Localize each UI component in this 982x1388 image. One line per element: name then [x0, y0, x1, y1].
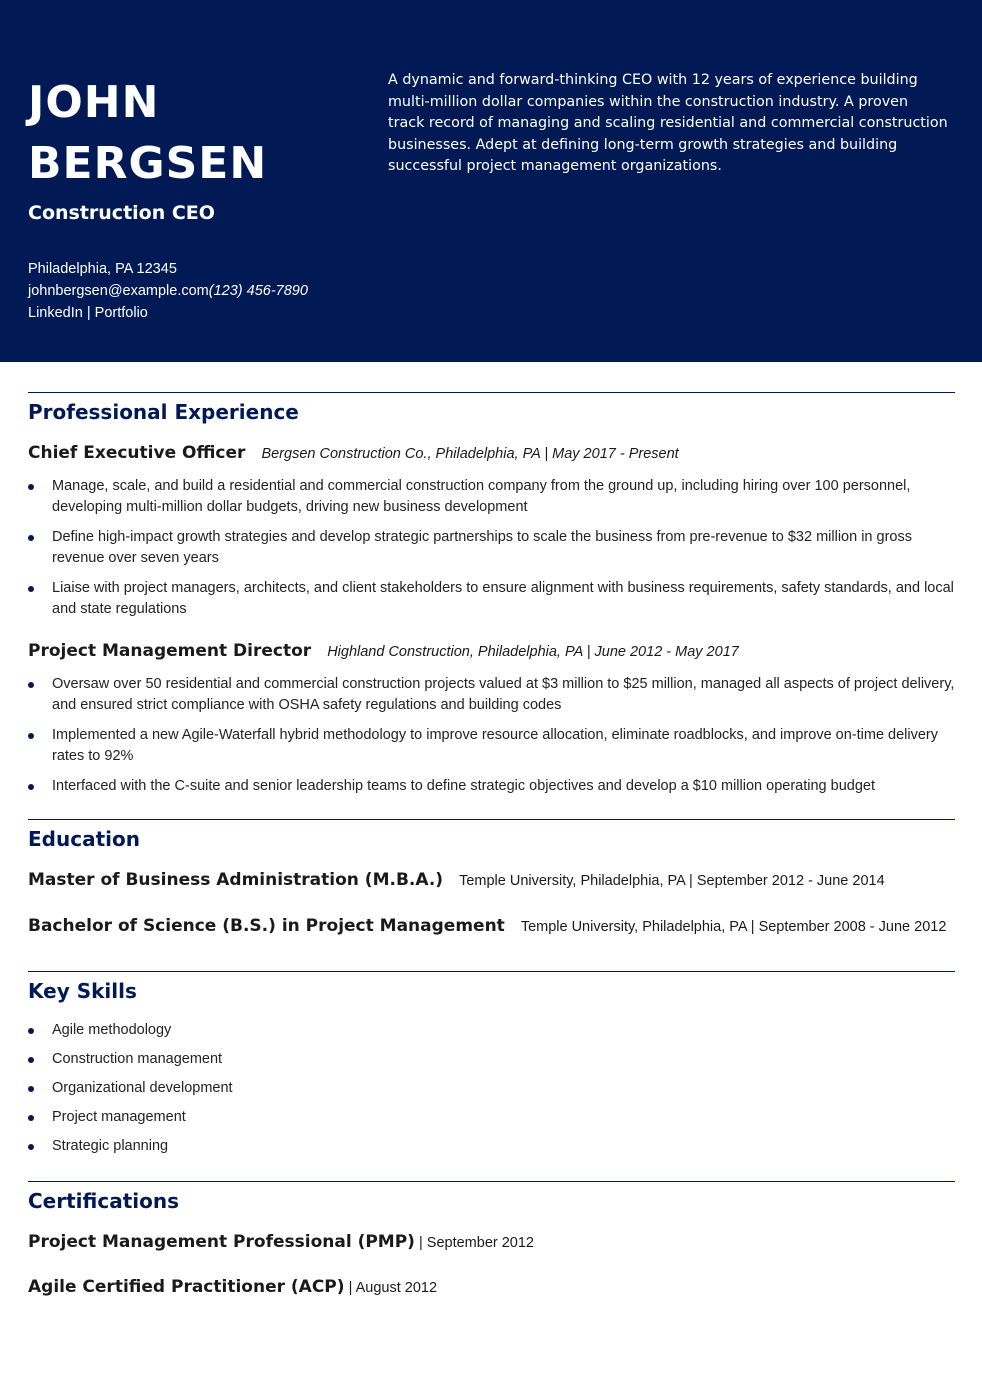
section-title-certifications: Certifications	[28, 1189, 179, 1213]
section-title-skills: Key Skills	[28, 979, 137, 1003]
degree-meta: Temple University, Philadelphia, PA | September 2012 - June 2014	[459, 873, 885, 889]
bullet-dot	[28, 1144, 34, 1150]
section-divider	[28, 392, 955, 393]
list-item	[28, 1078, 958, 1099]
bullet-dot	[28, 682, 34, 688]
portfolio-link[interactable]: Portfolio	[94, 305, 148, 321]
professional-summary: A dynamic and forward-thinking CEO with 12 years of experience building multi-million dollar companies within the construction industry. A proven track record of managing and scaling residential and commercial construction businesses. Adept at defining long-term growth strategies and building successful project management organizations.	[388, 72, 948, 174]
list-item	[28, 674, 958, 716]
cert-date: September 2012	[426, 1235, 534, 1251]
bullet-text: Liaise with project managers, architects, and client stakeholders to ensure alignment with business requirements, safety standards, and local and state regulations	[52, 580, 954, 617]
skill-text: Agile methodology	[52, 1022, 172, 1038]
cert-name: Project Management Professional (PMP)	[28, 1232, 415, 1252]
bullet-dot	[28, 784, 34, 790]
last-name: BERGSEN	[28, 138, 268, 189]
email-phone-line	[28, 280, 308, 302]
cert-separator: |	[344, 1280, 356, 1296]
certification-entry	[28, 1277, 437, 1297]
bullet-text: Oversaw over 50 residential and commercial construction projects valued at $3 million to $25 million, managed all aspects of project delivery, and ensured strict compliance with OSHA safety regulations and building codes	[52, 676, 955, 713]
bullet-text: Implemented a new Agile-Waterfall hybrid methodology to improve resource allocation, eliminate roadblocks, and improve on-time delivery rates to 92%	[52, 727, 939, 764]
bullet-dot	[28, 586, 34, 592]
list-item	[28, 1049, 958, 1070]
degree-name: Master of Business Administration (M.B.A.)	[28, 870, 444, 890]
certification-entry	[28, 1232, 534, 1252]
linkedin-link[interactable]: LinkedIn	[28, 305, 83, 321]
contact-info	[28, 258, 308, 324]
degree-name: Bachelor of Science (B.S.) in Project Management	[28, 916, 505, 936]
candidate-name	[28, 72, 267, 194]
job-role: Construction CEO	[28, 202, 215, 224]
section-title-experience: Professional Experience	[28, 400, 299, 424]
email-link[interactable]: johnbergsen@example.com	[28, 283, 209, 299]
bullet-dot	[28, 1057, 34, 1063]
section-divider	[28, 971, 955, 972]
profile-links	[28, 302, 308, 324]
list-item	[28, 1107, 958, 1128]
job-title: Project Management Director	[28, 641, 312, 661]
bullet-dot	[28, 1086, 34, 1092]
bullet-dot	[28, 1115, 34, 1121]
job-bullets	[28, 476, 958, 620]
list-item	[28, 1020, 958, 1041]
job-header	[28, 641, 739, 661]
first-name: JOHN	[28, 77, 160, 128]
location: Philadelphia, PA 12345	[28, 261, 177, 277]
skills-list	[28, 1020, 958, 1157]
job-meta: Bergsen Construction Co., Philadelphia, PA | May 2017 - Present	[261, 446, 679, 462]
job-bullets	[28, 674, 958, 797]
job-title: Chief Executive Officer	[28, 443, 246, 463]
skill-text: Project management	[52, 1109, 186, 1125]
job-meta: Highland Construction, Philadelphia, PA | June 2012 - May 2017	[327, 644, 739, 660]
phone-number: (123) 456-7890	[208, 283, 308, 299]
skill-text: Construction management	[52, 1051, 223, 1067]
bullet-text: Define high-impact growth strategies and develop strategic partnerships to scale the business from pre-revenue to $32 million in gross revenue over seven years	[52, 529, 912, 566]
degree-meta: Temple University, Philadelphia, PA | September 2008 - June 2012	[520, 919, 947, 935]
section-divider	[28, 1181, 955, 1182]
bullet-dot	[28, 535, 34, 541]
header-banner	[0, 0, 982, 362]
skill-text: Strategic planning	[52, 1138, 169, 1154]
job-header	[28, 443, 679, 463]
cert-name: Agile Certified Practitioner (ACP)	[28, 1277, 345, 1297]
section-divider	[28, 819, 955, 820]
list-item	[28, 578, 958, 620]
bullet-dot	[28, 1028, 34, 1034]
skill-text: Organizational development	[52, 1080, 233, 1096]
bullet-dot	[28, 484, 34, 490]
list-item	[28, 776, 958, 797]
link-separator: |	[82, 305, 95, 321]
list-item	[28, 527, 958, 569]
list-item	[28, 1136, 958, 1157]
bullet-text: Manage, scale, and build a residential and commercial construction company from the ground up, including hiring over 100 personnel, developing multi-million dollar budgets, driving new business development	[52, 478, 911, 515]
section-title-education: Education	[28, 827, 140, 851]
cert-date: August 2012	[355, 1280, 438, 1296]
cert-separator: |	[414, 1235, 427, 1251]
education-entry	[28, 916, 946, 936]
list-item	[28, 476, 958, 518]
bullet-text: Interfaced with the C-suite and senior leadership teams to define strategic objectives and develop a $10 million operating budget	[52, 778, 875, 794]
education-entry	[28, 870, 885, 890]
list-item	[28, 725, 958, 767]
bullet-dot	[28, 733, 34, 739]
